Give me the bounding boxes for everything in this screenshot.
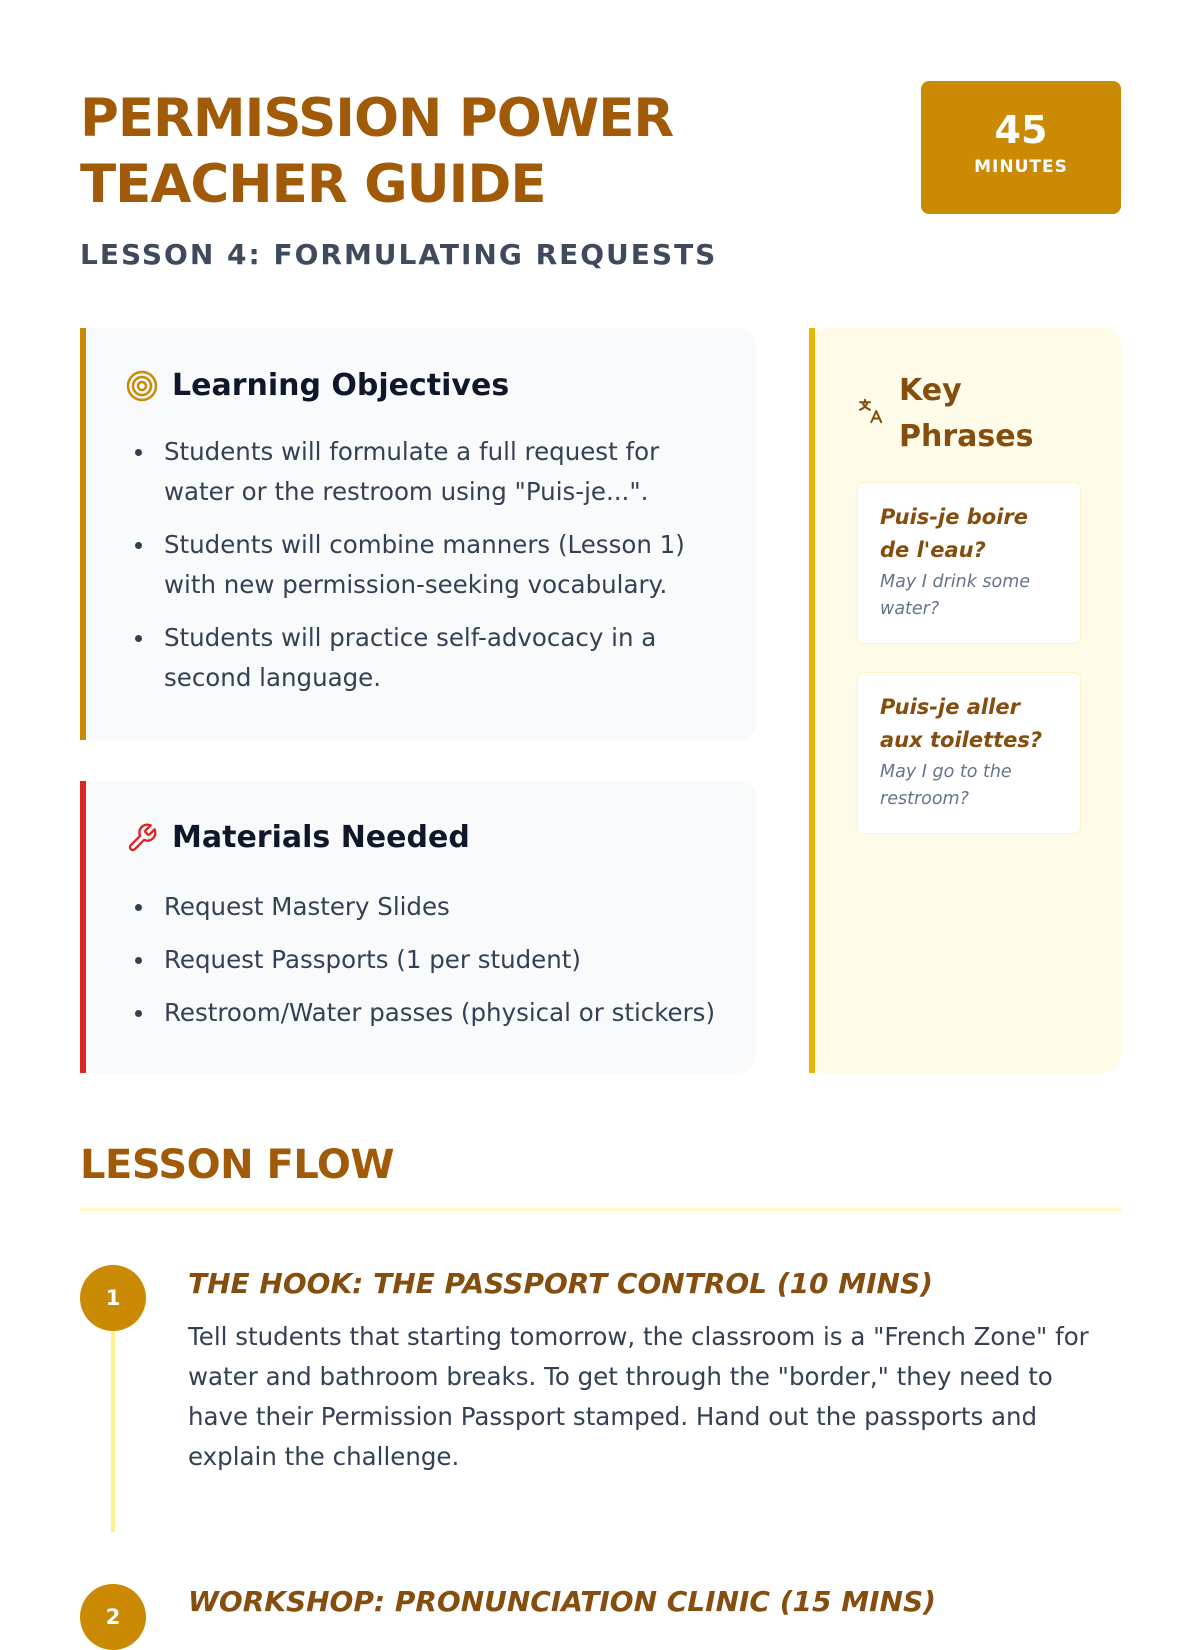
materials-heading: Materials Needed: [172, 820, 470, 855]
phrase-french: Puis-je boire de l'eau?: [880, 505, 1029, 562]
list-item: Students will formulate a full request for water or the restroom using "Puis-je...".: [164, 432, 724, 512]
materials-list: [164, 887, 764, 1046]
step-number: 1: [80, 1265, 146, 1331]
duration-unit: MINUTES: [974, 157, 1068, 177]
list-item: Restroom/Water passes (physical or stickers): [164, 993, 764, 1033]
phrase-english: May I go to the restroom?: [880, 762, 1012, 809]
phrases-header: [855, 368, 1033, 460]
step-title: THE HOOK: THE PASSPORT CONTROL (10 MINS): [188, 1267, 933, 1300]
phrase-card: [857, 482, 1081, 644]
objectives-heading: Learning Objectives: [172, 368, 510, 403]
list-item: Request Passports (1 per student): [164, 940, 764, 980]
translate-icon: [855, 396, 887, 460]
lesson-subtitle: LESSON 4: FORMULATING REQUESTS: [80, 238, 718, 271]
phrase-card: [857, 672, 1081, 834]
key-phrases-card: [809, 328, 1121, 1073]
list-item: Students will combine manners (Lesson 1) with new permission-seeking vocabulary.: [164, 525, 724, 605]
target-icon: [126, 370, 158, 402]
card-accent-bar: [809, 328, 815, 1073]
title-line-1: PERMISSION POWER: [80, 88, 674, 149]
step-title: WORKSHOP: PRONUNCIATION CLINIC (15 MINS): [188, 1585, 936, 1618]
phrases-heading-line-2: Phrases: [899, 419, 1034, 454]
materials-header: [126, 820, 470, 855]
timeline-line: [111, 1300, 115, 1532]
list-item: Students will practice self-advocacy in a second language.: [164, 618, 724, 698]
step-body: Tell students that starting tomorrow, the classroom is a "French Zone" for water and bathroom breaks. To get through the "border," they need to have their Permission Passport stamped. Hand out the passports and explain the challenge.: [188, 1322, 1089, 1471]
phrases-heading-line-1: Key: [899, 373, 962, 408]
list-item: Request Mastery Slides: [164, 887, 764, 927]
objectives-list: [164, 432, 724, 711]
card-accent-bar: [80, 781, 86, 1073]
objectives-header: [126, 368, 509, 403]
title-line-2: TEACHER GUIDE: [80, 154, 546, 215]
card-accent-bar: [80, 328, 86, 740]
phrase-french: Puis-je aller aux toilettes?: [880, 695, 1043, 752]
step-number: 2: [80, 1584, 146, 1650]
wrench-icon: [126, 822, 158, 854]
duration-value: 45: [994, 108, 1048, 152]
duration-badge: [921, 81, 1121, 214]
learning-objectives-card: [80, 328, 756, 740]
phrase-english: May I drink some water?: [880, 572, 1031, 619]
section-divider: [80, 1208, 1121, 1211]
materials-needed-card: [80, 781, 756, 1073]
phrases-heading: [899, 368, 1033, 460]
lesson-flow-heading: LESSON FLOW: [80, 1142, 395, 1188]
